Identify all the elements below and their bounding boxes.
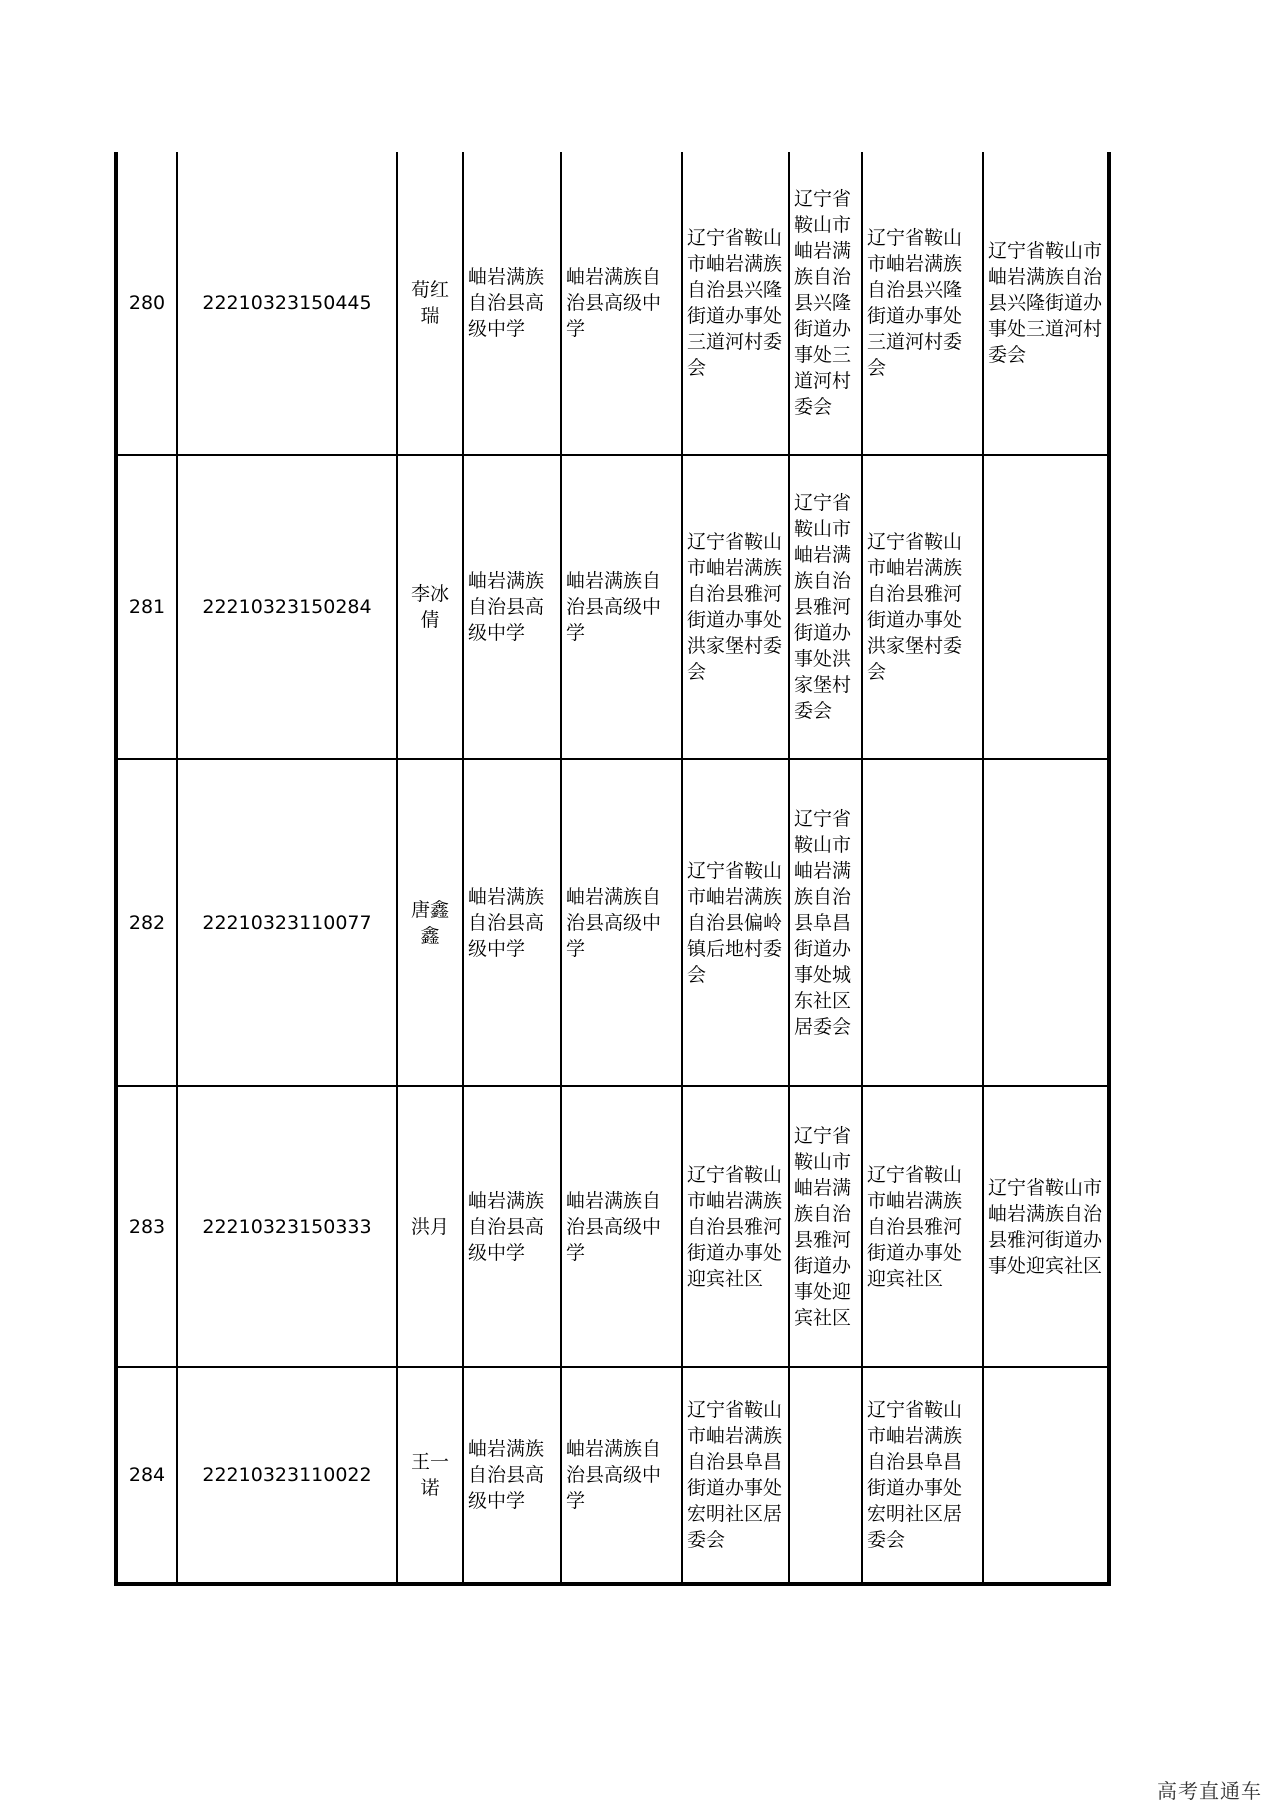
row-number-cell [116, 1367, 177, 1584]
address-4: 辽宁省鞍山市岫岩满族自治县雅河街道办事处迎宾社区 [988, 1176, 1103, 1277]
address-cell-3 [862, 152, 983, 455]
exam-id-cell [177, 152, 397, 455]
student-name: 李冰倩 [410, 583, 449, 631]
table-row [116, 759, 1109, 1086]
exam-id-cell [177, 1086, 397, 1367]
address-cell-4 [983, 1086, 1109, 1367]
row-number-cell [116, 152, 177, 455]
address-cell-2 [789, 152, 862, 455]
graduation-school-cell [561, 152, 682, 455]
row-number: 281 [128, 596, 166, 618]
school-name: 岫岩满族自治县高级中学 [468, 885, 545, 960]
school-cell [463, 1086, 561, 1367]
address-cell-3 [862, 1086, 983, 1367]
address-1: 辽宁省鞍山市岫岩满族自治县雅河街道办事处洪家堡村委会 [687, 531, 783, 683]
graduation-school-cell [561, 1367, 682, 1584]
name-cell [397, 759, 463, 1086]
address-1: 辽宁省鞍山市岫岩满族自治县雅河街道办事处迎宾社区 [687, 1163, 783, 1290]
address-3: 辽宁省鞍山市岫岩满族自治县兴隆街道办事处三道河村委会 [867, 227, 963, 379]
address-cell-3 [862, 759, 983, 1086]
address-2: 辽宁省鞍山市岫岩满族自治县雅河街道办事处洪家堡村委会 [794, 492, 852, 722]
graduation-school-cell [561, 759, 682, 1086]
student-name: 荀红瑞 [410, 279, 449, 327]
address-1: 辽宁省鞍山市岫岩满族自治县兴隆街道办事处三道河村委会 [687, 227, 783, 379]
school-cell [463, 455, 561, 759]
row-number-cell [116, 455, 177, 759]
address-1: 辽宁省鞍山市岫岩满族自治县偏岭镇后地村委会 [687, 859, 783, 986]
roster-sheet [114, 152, 1107, 1584]
exam-id: 22210323110022 [202, 1464, 372, 1486]
name-cell [397, 1367, 463, 1584]
address-cell-1 [682, 152, 789, 455]
student-name: 王一诺 [410, 1451, 449, 1499]
address-cell-1 [682, 1367, 789, 1584]
row-number: 280 [128, 292, 166, 314]
address-3: 辽宁省鞍山市岫岩满族自治县阜昌街道办事处宏明社区居委会 [867, 1399, 963, 1551]
address-cell-4 [983, 1367, 1109, 1584]
address-cell-4 [983, 152, 1109, 455]
address-cell-1 [682, 455, 789, 759]
address-2: 辽宁省鞍山市岫岩满族自治县雅河街道办事处迎宾社区 [794, 1124, 852, 1329]
row-number: 284 [128, 1464, 166, 1486]
school-cell [463, 759, 561, 1086]
address-cell-1 [682, 759, 789, 1086]
table-row [116, 152, 1109, 455]
graduation-school: 岫岩满族自治县高级中学 [566, 1189, 662, 1264]
address-cell-2 [789, 455, 862, 759]
student-name: 洪月 [410, 1215, 449, 1238]
exam-id: 22210323150445 [202, 292, 372, 314]
address-cell-3 [862, 455, 983, 759]
table-row [116, 455, 1109, 759]
address-cell-3 [862, 1367, 983, 1584]
graduation-school: 岫岩满族自治县高级中学 [566, 1438, 662, 1512]
student-name: 唐鑫鑫 [410, 898, 449, 947]
row-number: 283 [128, 1215, 166, 1238]
table-row [116, 1086, 1109, 1367]
address-1: 辽宁省鞍山市岫岩满族自治县阜昌街道办事处宏明社区居委会 [687, 1399, 783, 1551]
graduation-school: 岫岩满族自治县高级中学 [566, 570, 662, 644]
school-name: 岫岩满族自治县高级中学 [468, 570, 545, 644]
row-number: 282 [128, 911, 166, 934]
graduation-school: 岫岩满族自治县高级中学 [566, 266, 662, 340]
table-row [116, 1367, 1109, 1584]
address-cell-1 [682, 1086, 789, 1367]
exam-id: 22210323150284 [202, 596, 372, 618]
graduation-school: 岫岩满族自治县高级中学 [566, 885, 662, 960]
graduation-school-cell [561, 455, 682, 759]
exam-id: 22210323110077 [202, 911, 372, 934]
address-cell-2 [789, 1086, 862, 1367]
school-cell [463, 152, 561, 455]
school-name: 岫岩满族自治县高级中学 [468, 1438, 545, 1512]
exam-id-cell [177, 1367, 397, 1584]
address-2: 辽宁省鞍山市岫岩满族自治县阜昌街道办事处城东社区居委会 [794, 807, 852, 1038]
roster-table [114, 152, 1111, 1586]
name-cell [397, 455, 463, 759]
school-name: 岫岩满族自治县高级中学 [468, 266, 545, 340]
row-number-cell [116, 1086, 177, 1367]
address-cell-2 [789, 1367, 862, 1584]
address-3: 辽宁省鞍山市岫岩满族自治县雅河街道办事处洪家堡村委会 [867, 531, 963, 683]
school-cell [463, 1367, 561, 1584]
graduation-school-cell [561, 1086, 682, 1367]
school-name: 岫岩满族自治县高级中学 [468, 1189, 545, 1264]
exam-id-cell [177, 759, 397, 1086]
name-cell [397, 1086, 463, 1367]
address-4: 辽宁省鞍山市岫岩满族自治县兴隆街道办事处三道河村委会 [988, 240, 1103, 366]
exam-id-cell [177, 455, 397, 759]
address-cell-4 [983, 759, 1109, 1086]
exam-id: 22210323150333 [202, 1215, 372, 1238]
address-2: 辽宁省鞍山市岫岩满族自治县兴隆街道办事处三道河村委会 [794, 188, 852, 418]
watermark-text: 高考直通车 [1157, 1779, 1262, 1803]
name-cell [397, 152, 463, 455]
address-3: 辽宁省鞍山市岫岩满族自治县雅河街道办事处迎宾社区 [867, 1163, 963, 1290]
row-number-cell [116, 759, 177, 1086]
address-cell-2 [789, 759, 862, 1086]
address-cell-4 [983, 455, 1109, 759]
